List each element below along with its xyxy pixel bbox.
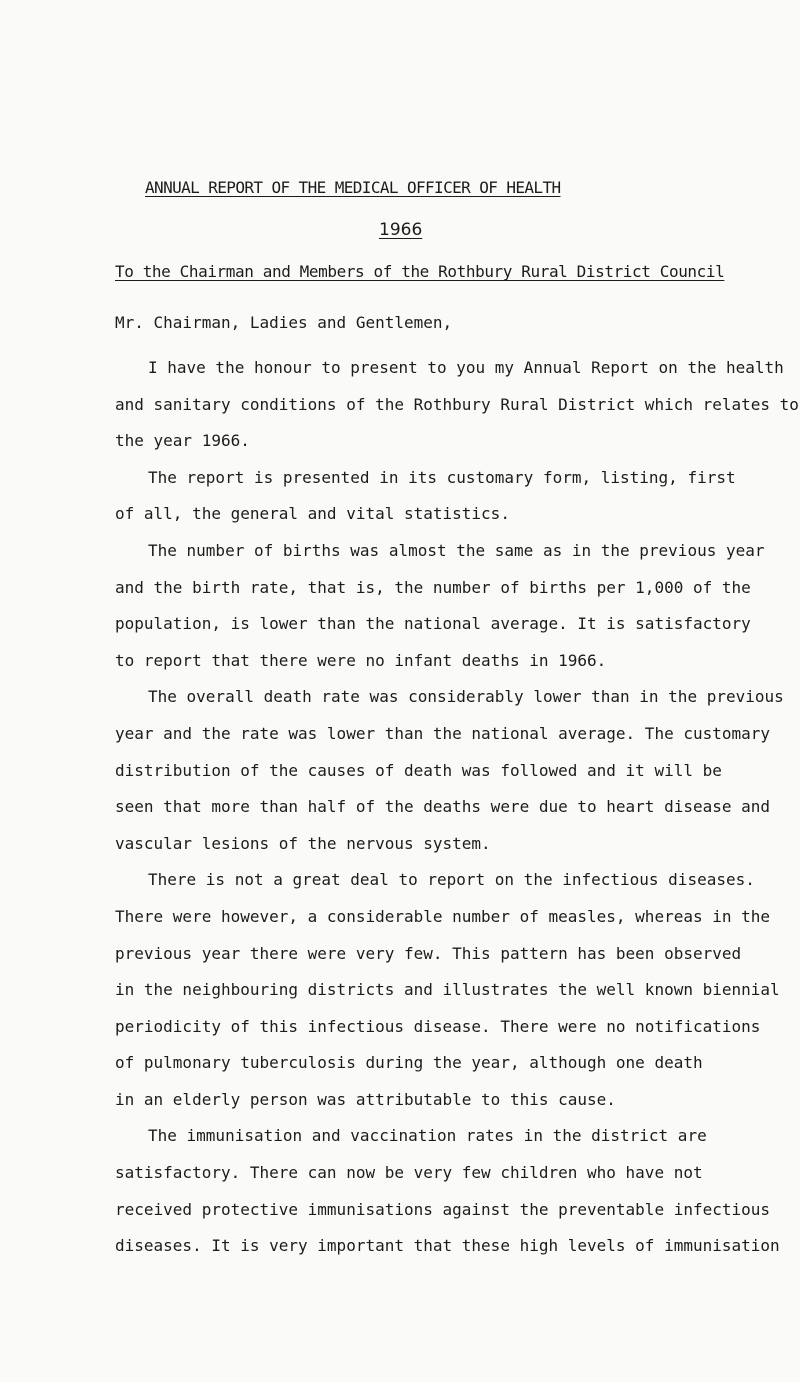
body-line: seen that more than half of the deaths were due to heart disease and	[115, 797, 771, 817]
body-line: year and the rate was lower than the national average. The customary	[115, 723, 771, 743]
body-line: in the neighbouring districts and illustrates the well known biennial	[115, 980, 780, 1000]
body-line: The report is presented in its customary form, listing, first	[148, 467, 736, 487]
body-line: to report that there were no infant deaths in 1966.	[115, 650, 607, 670]
body-line: received protective immunisations against the preventable infectious	[115, 1199, 771, 1219]
body-line: satisfactory. There can now be very few children who have not	[115, 1163, 703, 1183]
body-line: population, is lower than the national average. It is satisfactory	[115, 614, 751, 634]
body-line: of pulmonary tuberculosis during the year, although one death	[115, 1053, 703, 1073]
body-line: distribution of the causes of death was followed and it will be	[115, 760, 722, 780]
body-line: The number of births was almost the same as in the previous year	[148, 540, 765, 560]
body-line: previous year there were very few. This pattern has been observed	[115, 943, 742, 963]
report-title: ANNUAL REPORT OF THE MEDICAL OFFICER OF HEALTH	[145, 178, 561, 197]
body-line: The immunisation and vaccination rates in the district are	[148, 1126, 707, 1146]
salutation: Mr. Chairman, Ladies and Gentlemen,	[115, 313, 453, 332]
body-line: The overall death rate was considerably lower than in the previous	[148, 687, 784, 707]
body-line: diseases. It is very important that these high levels of immunisation	[115, 1236, 780, 1256]
body-line: vascular lesions of the nervous system.	[115, 833, 491, 853]
report-body	[115, 350, 799, 1265]
report-year: 1966	[379, 220, 423, 240]
body-line: and sanitary conditions of the Rothbury Rural District which relates to	[115, 394, 799, 414]
body-line: and the birth rate, that is, the number of births per 1,000 of the	[115, 577, 751, 597]
body-line: the year 1966.	[115, 431, 250, 451]
body-line: There is not a great deal to report on the infectious diseases.	[148, 870, 755, 890]
body-line: of all, the general and vital statistics.	[115, 504, 510, 524]
body-line: There were however, a considerable number of measles, whereas in the	[115, 906, 771, 926]
addressee-line: To the Chairman and Members of the Rothbury Rural District Council	[115, 262, 725, 281]
body-line: I have the honour to present to you my Annual Report on the health	[148, 358, 784, 377]
body-line: periodicity of this infectious disease. There were no notifications	[115, 1016, 761, 1036]
body-line: in an elderly person was attributable to this cause.	[115, 1089, 616, 1109]
